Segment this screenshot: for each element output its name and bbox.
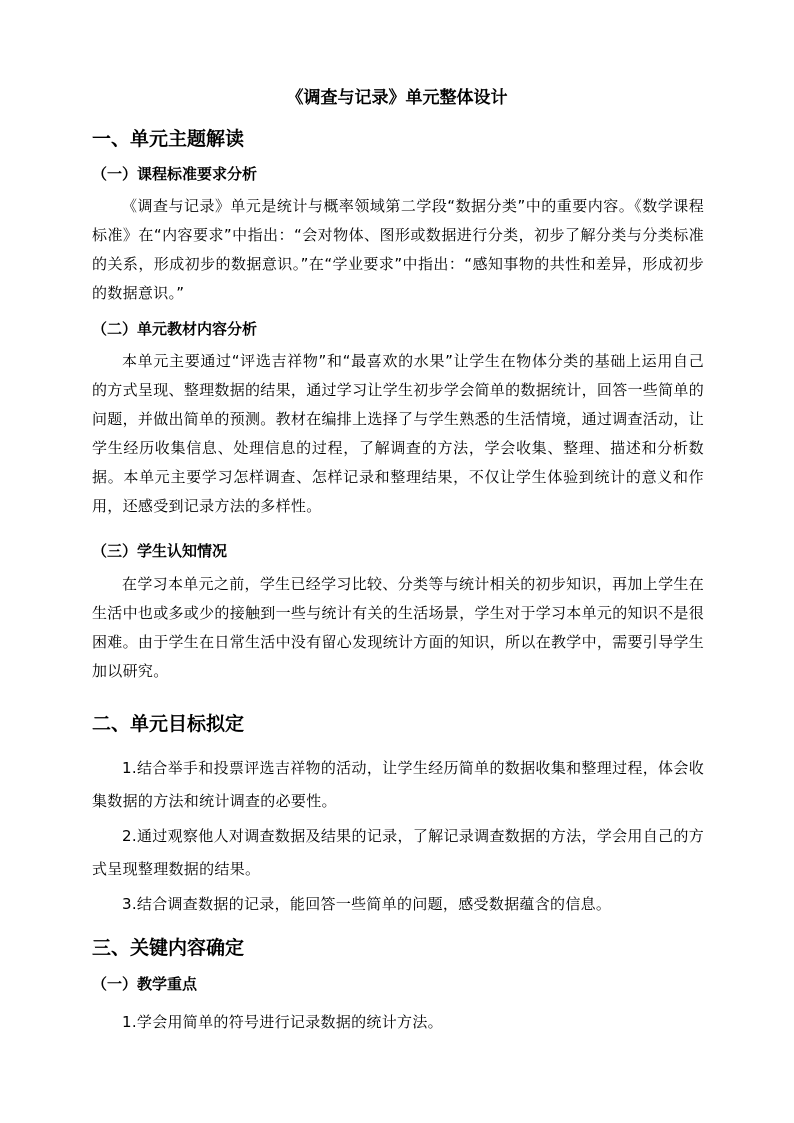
goal-item-2: 2.通过观察他人对调查数据及结果的记录，了解记录调查数据的方法，学会用自己的方式呈现整理数据的结果。	[92, 827, 704, 878]
teaching-focus-item-1: 1.学会用简单的符号进行记录数据的统计方法。	[122, 1013, 443, 1031]
paragraph-cognition: 在学习本单元之前，学生已经学习比较、分类等与统计相关的初步知识，再加上学生在生活中也或多或少的接触到一些与统计有关的生活场景，学生对于学习本单元的知识不是很困难。由于学生在日常生活中没有留心发现统计方面的知识，所以在教学中，需要引导学生加以研究。	[92, 575, 705, 680]
goal-item-3: 3.结合调查数据的记录，能回答一些简单的问题，感受数据蕴含的信息。	[122, 895, 612, 913]
subsection-heading-textbook: （二）单元教材内容分析	[92, 320, 258, 338]
section-heading-key-content: 三、关键内容确定	[92, 937, 245, 959]
document-title: 《调查与记录》单元整体设计	[286, 88, 508, 108]
section-heading-goals: 二、单元目标拟定	[92, 713, 245, 735]
section-heading-theme: 一、单元主题解读	[92, 128, 245, 150]
goal-item-1: 1.结合举手和投票评选吉祥物的活动，让学生经历简单的数据收集和整理过程，体会收集数据的方法和统计调查的必要性。	[92, 759, 704, 810]
paragraph-curriculum: 《调查与记录》单元是统计与概率领域第二学段“数据分类”中的重要内容。《数学课程标准》在“内容要求”中指出：“会对物体、图形或数据进行分类，初步了解分类与分类标准的关系，形成初步的数据意识。”在“学业要求”中指出：“感知事物的共性和差异，形成初步的数据意识。”	[92, 197, 705, 302]
subsection-heading-teaching-focus: （一）教学重点	[92, 975, 198, 993]
subsection-heading-curriculum: （一）课程标准要求分析	[92, 165, 258, 183]
subsection-heading-cognition: （三）学生认知情况	[92, 542, 228, 560]
paragraph-textbook: 本单元主要通过“评选吉祥物”和“最喜欢的水果”让学生在物体分类的基础上运用自己的方式呈现、整理数据的结果，通过学习让学生初步学会简单的数据统计，回答一些简单的问题，并做出简单的预测。教材在编排上选择了与学生熟悉的生活情境，通过调查活动，让学生经历收集信息、处理信息的过程，了解调查的方法，学会收集、整理、描述和分析数据。本单元主要学习怎样调查、怎样记录和整理结果，不仅让学生体验到统计的意义和作用，还感受到记录方法的多样性。	[92, 352, 705, 515]
